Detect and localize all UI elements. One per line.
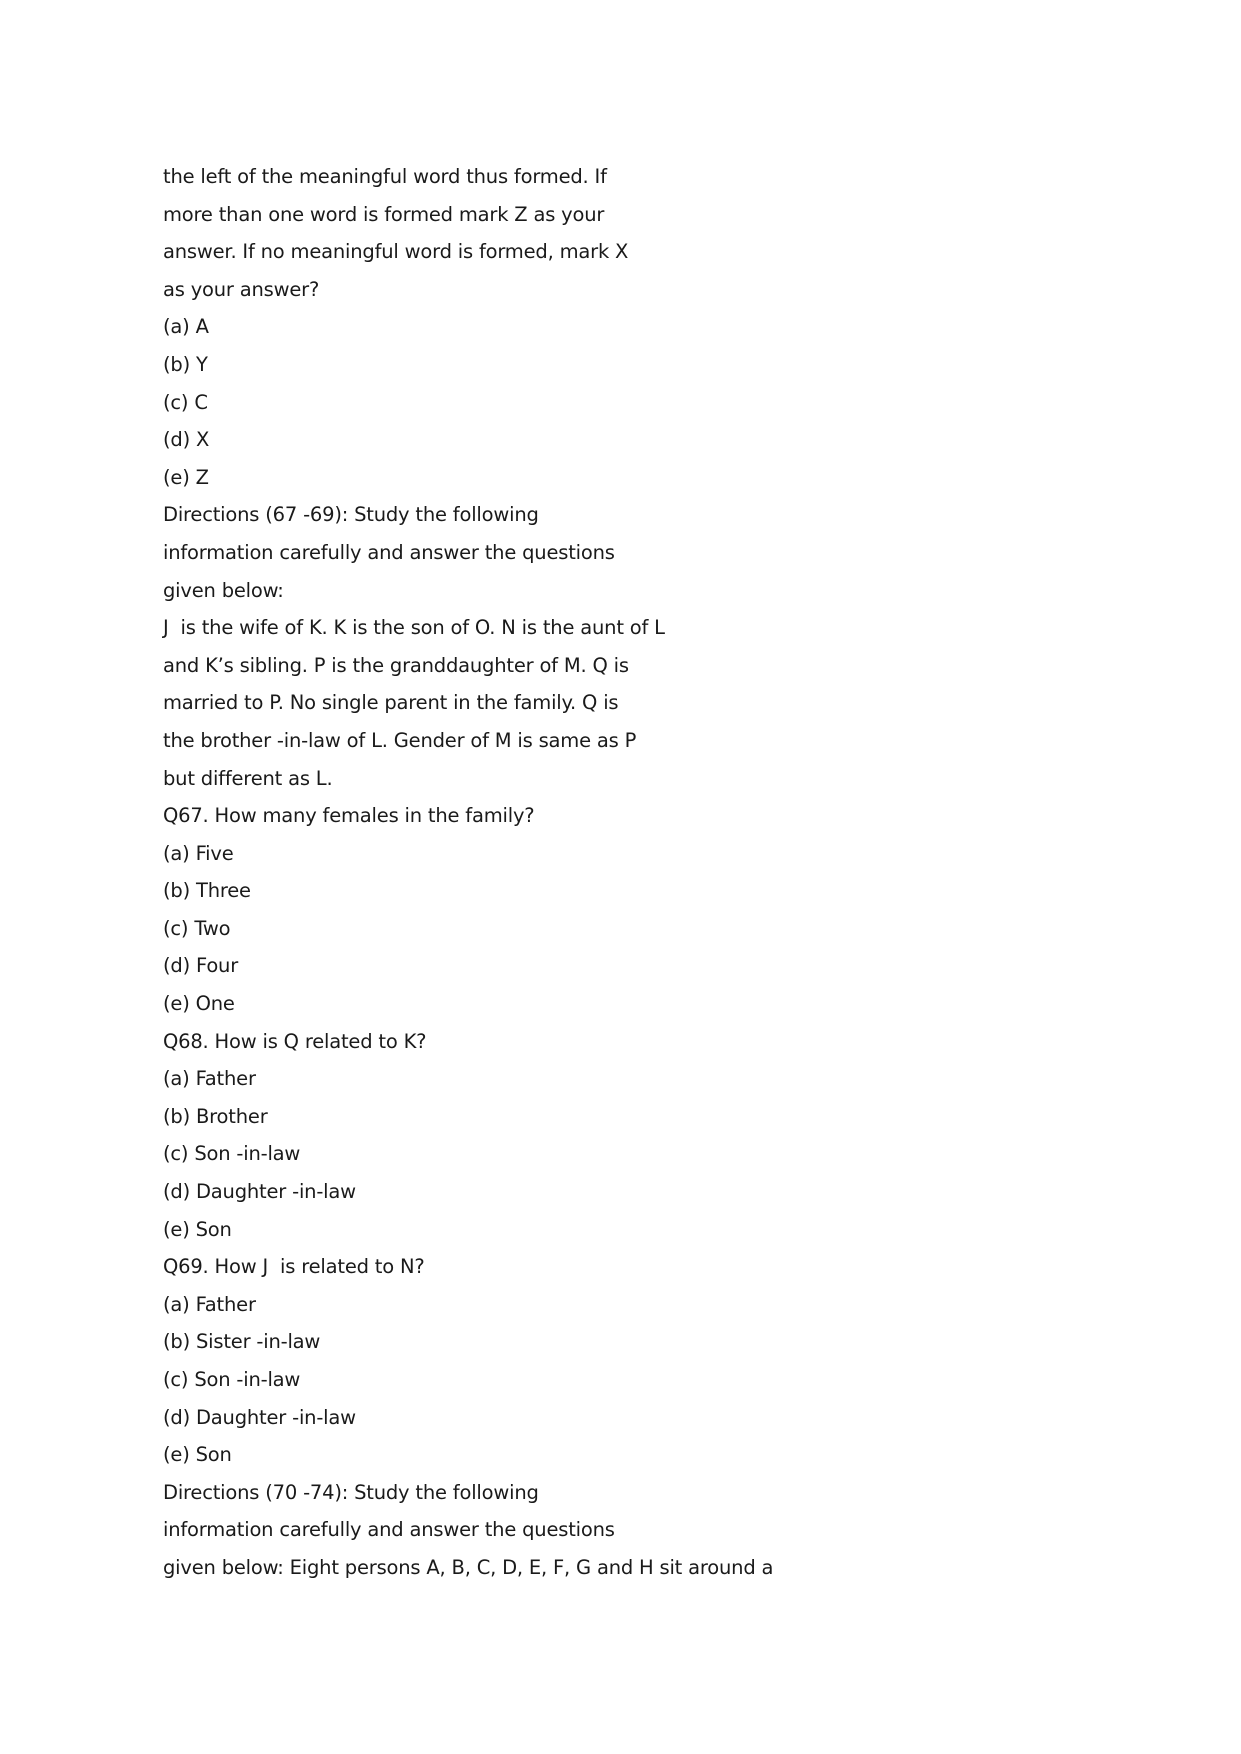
- directions-text-line: information carefully and answer the questions: [163, 540, 615, 564]
- answer-option: (c) Two: [163, 916, 231, 940]
- puzzle-text-line: J is the wife of K. K is the son of O. N is the aunt of L: [163, 616, 665, 640]
- question-text-line: answer. If no meaningful word is formed, mark X: [163, 240, 629, 264]
- question-q69: Q69. How J is related to N?: [163, 1255, 425, 1279]
- answer-option: (e) Z: [163, 465, 209, 489]
- answer-option: (b) Y: [163, 352, 208, 376]
- answer-option: (c) C: [163, 390, 208, 414]
- answer-option: (e) One: [163, 992, 235, 1016]
- puzzle-text-line: the brother -in-law of L. Gender of M is same as P: [163, 728, 637, 752]
- puzzle-text-line: married to P. No single parent in the family. Q is: [163, 691, 619, 715]
- directions-heading: Directions (70 -74): Study the following: [163, 1480, 539, 1504]
- directions-text-line: given below: Eight persons A, B, C, D, E, F, G and H sit around a: [163, 1555, 774, 1579]
- answer-option: (b) Sister -in-law: [163, 1330, 321, 1354]
- answer-option: (e) Son: [163, 1217, 232, 1241]
- puzzle-text-line: but different as L.: [163, 766, 333, 790]
- answer-option: (d) Four: [163, 954, 239, 978]
- directions-text-line: information carefully and answer the questions: [163, 1518, 615, 1542]
- answer-option: (a) Father: [163, 1292, 256, 1316]
- answer-option: (c) Son -in-law: [163, 1142, 301, 1166]
- question-text-line: as your answer?: [163, 277, 320, 301]
- directions-heading: Directions (67 -69): Study the following: [163, 503, 539, 527]
- document-page: [163, 158, 773, 1587]
- directions-text-line: given below:: [163, 578, 284, 602]
- puzzle-text-line: and K’s sibling. P is the granddaughter of M. Q is: [163, 653, 629, 677]
- answer-option: (d) X: [163, 428, 210, 452]
- answer-option: (a) Five: [163, 841, 234, 865]
- answer-option: (b) Brother: [163, 1104, 268, 1128]
- answer-option: (c) Son -in-law: [163, 1368, 301, 1391]
- answer-option: (d) Daughter -in-law: [163, 1405, 356, 1429]
- question-q68: Q68. How is Q related to K?: [163, 1029, 427, 1053]
- question-q67: Q67. How many females in the family?: [163, 804, 535, 828]
- question-text-line: the left of the meaningful word thus formed. If: [163, 165, 607, 188]
- answer-option: (b) Three: [163, 879, 251, 903]
- answer-option: (a) Father: [163, 1067, 256, 1091]
- answer-option: (d) Daughter -in-law: [163, 1180, 356, 1204]
- question-text-line: more than one word is formed mark Z as your: [163, 202, 605, 226]
- answer-option: (e) Son: [163, 1443, 232, 1467]
- answer-option: (a) A: [163, 315, 209, 339]
